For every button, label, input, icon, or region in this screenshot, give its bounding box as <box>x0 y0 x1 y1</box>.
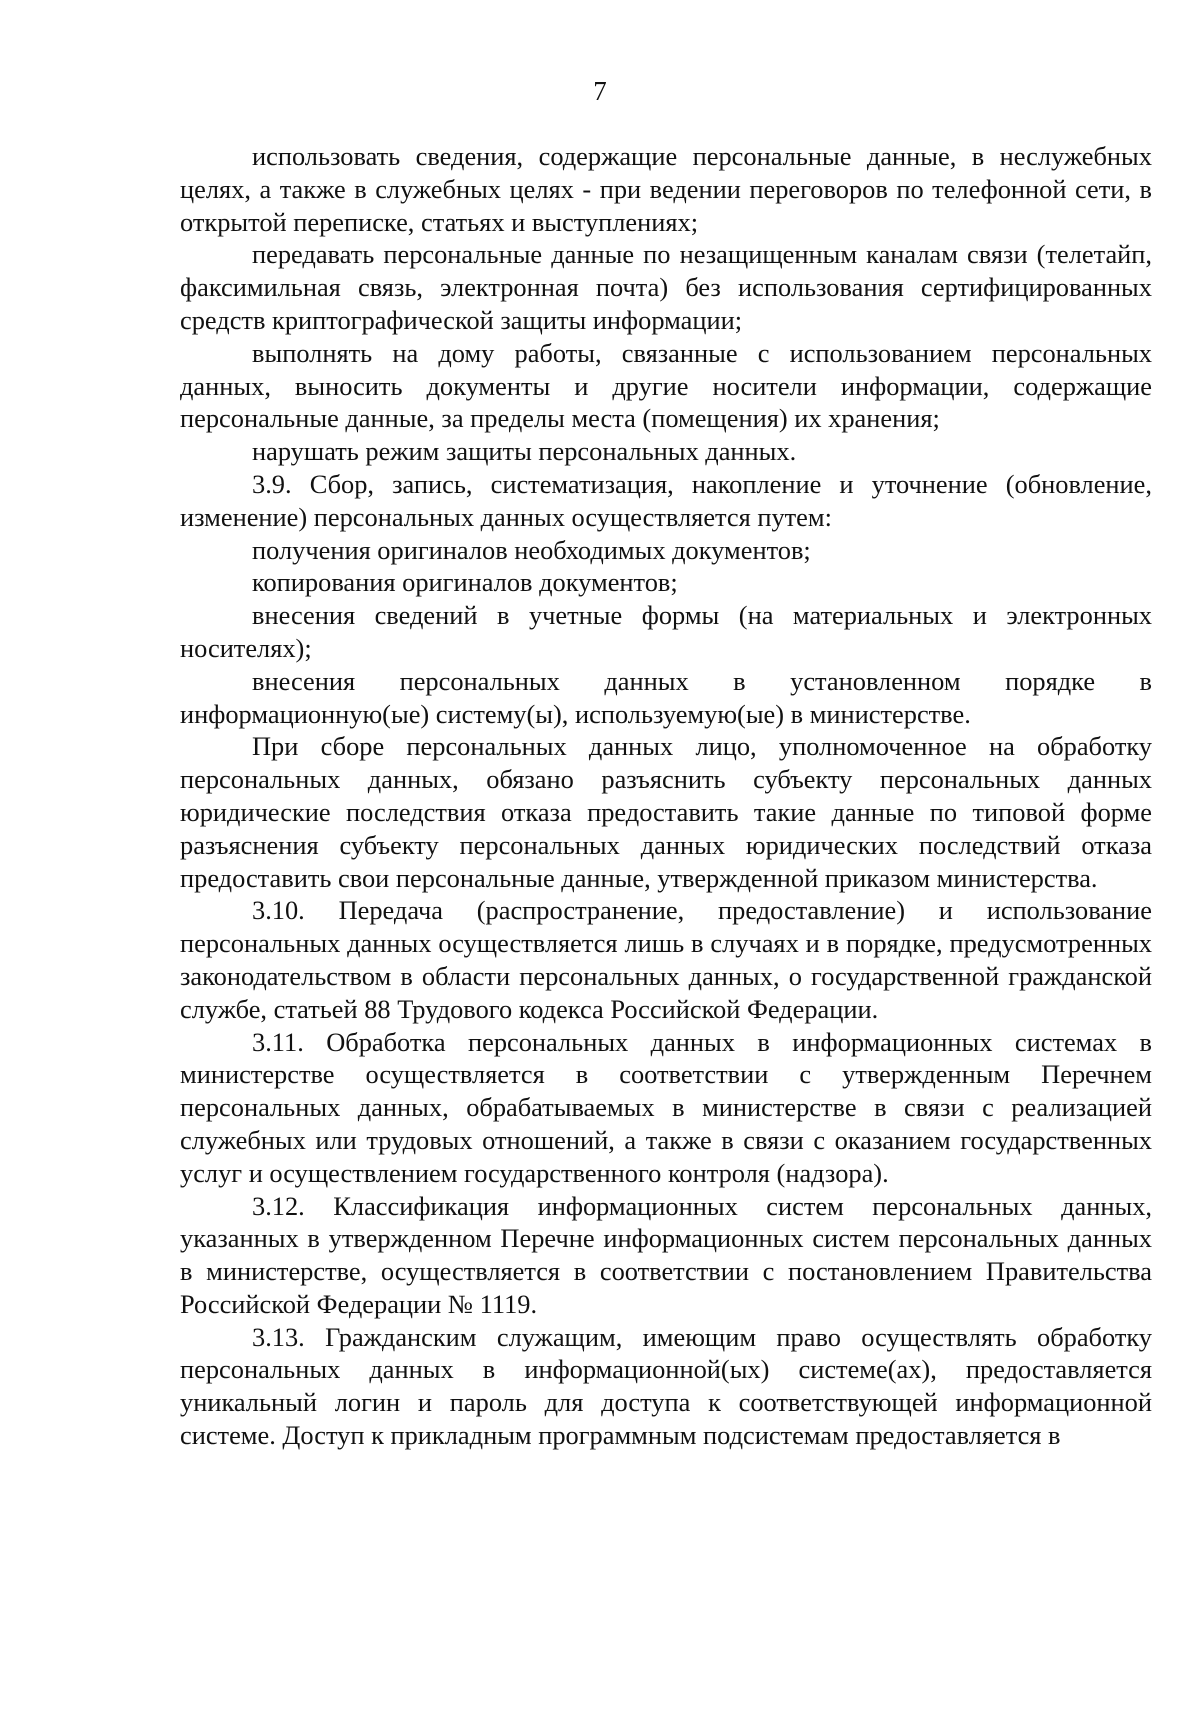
paragraph-4: нарушать режим защиты персональных данных. <box>252 436 797 467</box>
paragraph-6: получения оригиналов необходимых документов; <box>252 534 811 565</box>
page-number: 7 <box>593 76 607 106</box>
paragraph-3-11: 3.11. Обработка персональных данных в информационных системах в министерстве осуществляется в соответствии с утвержденным Перечнем персональных данных, обрабатываемых в министерстве в связи с реализацией служебных или трудовых отношений, а также в связи с оказанием государственных услуг и осуществлением государственного контроля (надзора). <box>180 1026 1152 1188</box>
paragraph-3: выполнять на дому работы, связанные с использованием персональных данных, выносить документы и другие носители информации, содержащие персональные данные, за пределы места (помещения) их хранения; <box>180 337 1152 434</box>
paragraph-9: внесения персональных данных в установленном порядке в информационную(ые) систему(ы), используемую(ые) в министерстве. <box>180 665 1152 729</box>
paragraph-3-9: 3.9. Сбор, запись, систематизация, накопление и уточнение (обновление, изменение) персональных данных осуществляется путем: <box>180 468 1152 532</box>
paragraph-3-10: 3.10. Передача (распространение, предоставление) и использование персональных данных осуществляется лишь в случаях и в порядке, предусмотренных законодательством в области персональных данных, о государственной гражданской службе, статьей 88 Трудового кодекса Российской Федерации. <box>180 895 1152 1024</box>
document-body <box>180 140 1152 1452</box>
paragraph-3-13: 3.13. Гражданским служащим, имеющим право осуществлять обработку персональных данных в информационной(ых) системе(ах), предоставляется уникальный логин и пароль для доступа к соответствующей информационной системе. Доступ к прикладным программным подсистемам предоставляется в <box>180 1321 1152 1451</box>
paragraph-7: копирования оригиналов документов; <box>252 567 678 598</box>
paragraph-1: использовать сведения, содержащие персональные данные, в неслужебных целях, а также в служебных целях - при ведении переговоров по телефонной сети, в открытой переписке, статьях и выступлениях; <box>180 141 1152 237</box>
paragraph-8: внесения сведений в учетные формы (на материальных и электронных носителях); <box>180 600 1152 663</box>
paragraph-3-12: 3.12. Классификация информационных систем персональных данных, указанных в утвержденном Перечне информационных систем персональных данных в министерстве, осуществляется в соответствии с постановлением Правительства Российской Федерации № 1119. <box>180 1190 1152 1319</box>
paragraph-2: передавать персональные данные по незащищенным каналам связи (телетайп, факсимильная связь, электронная почта) без использования сертифицированных средств криптографической защиты информации; <box>180 239 1152 335</box>
paragraph-10: При сборе персональных данных лицо, уполномоченное на обработку персональных данных, обязано разъяснить субъекту персональных данных юридические последствия отказа предоставить такие данные по типовой форме разъяснения субъекту персональных данных юридических последствий отказа предоставить свои персональные данные, утвержденной приказом министерства. <box>180 731 1152 893</box>
